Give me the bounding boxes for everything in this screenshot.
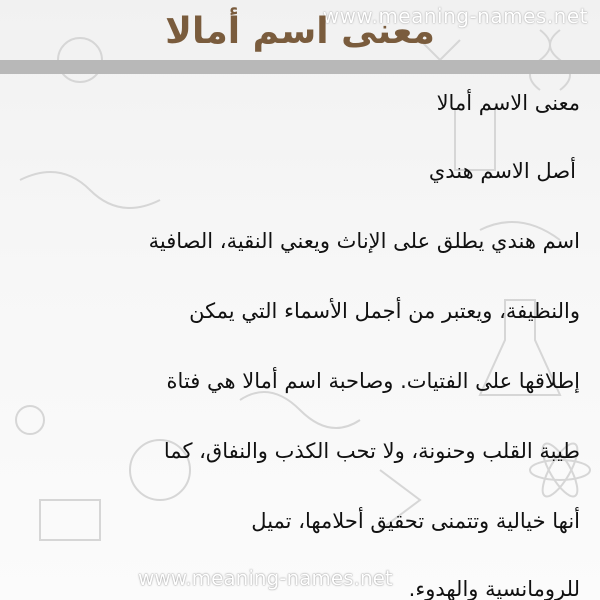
site-watermark-bottom: www.meaning-names.net: [138, 566, 393, 590]
title-underline-bar: [0, 60, 600, 74]
text-line-2: أصل الاسم هندي: [428, 159, 576, 183]
text-line-7: أنها خيالية وتتمنى تحقيق أحلامها، تميل: [251, 509, 580, 533]
text-line-5: إطلاقها على الفتيات. وصاحبة اسم أمالا هي فتاة: [166, 369, 580, 393]
text-line-8: للرومانسية والهدوء.: [408, 577, 580, 600]
site-watermark-top: www.meaning-names.net: [322, 4, 588, 28]
text-line-3: اسم هندي يطلق على الإناث ويعني النقية، الصافية: [148, 229, 580, 253]
text-line-6: طيبة القلب وحنونة، ولا تحب الكذب والنفاق، كما: [163, 439, 580, 463]
text-line-4: والنظيفة، ويعتبر من أجمل الأسماء التي يمكن: [189, 299, 580, 323]
text-line-1: معنى الاسم أمالا: [436, 91, 580, 115]
page-title: معنى اسم أمالا: [165, 11, 435, 52]
